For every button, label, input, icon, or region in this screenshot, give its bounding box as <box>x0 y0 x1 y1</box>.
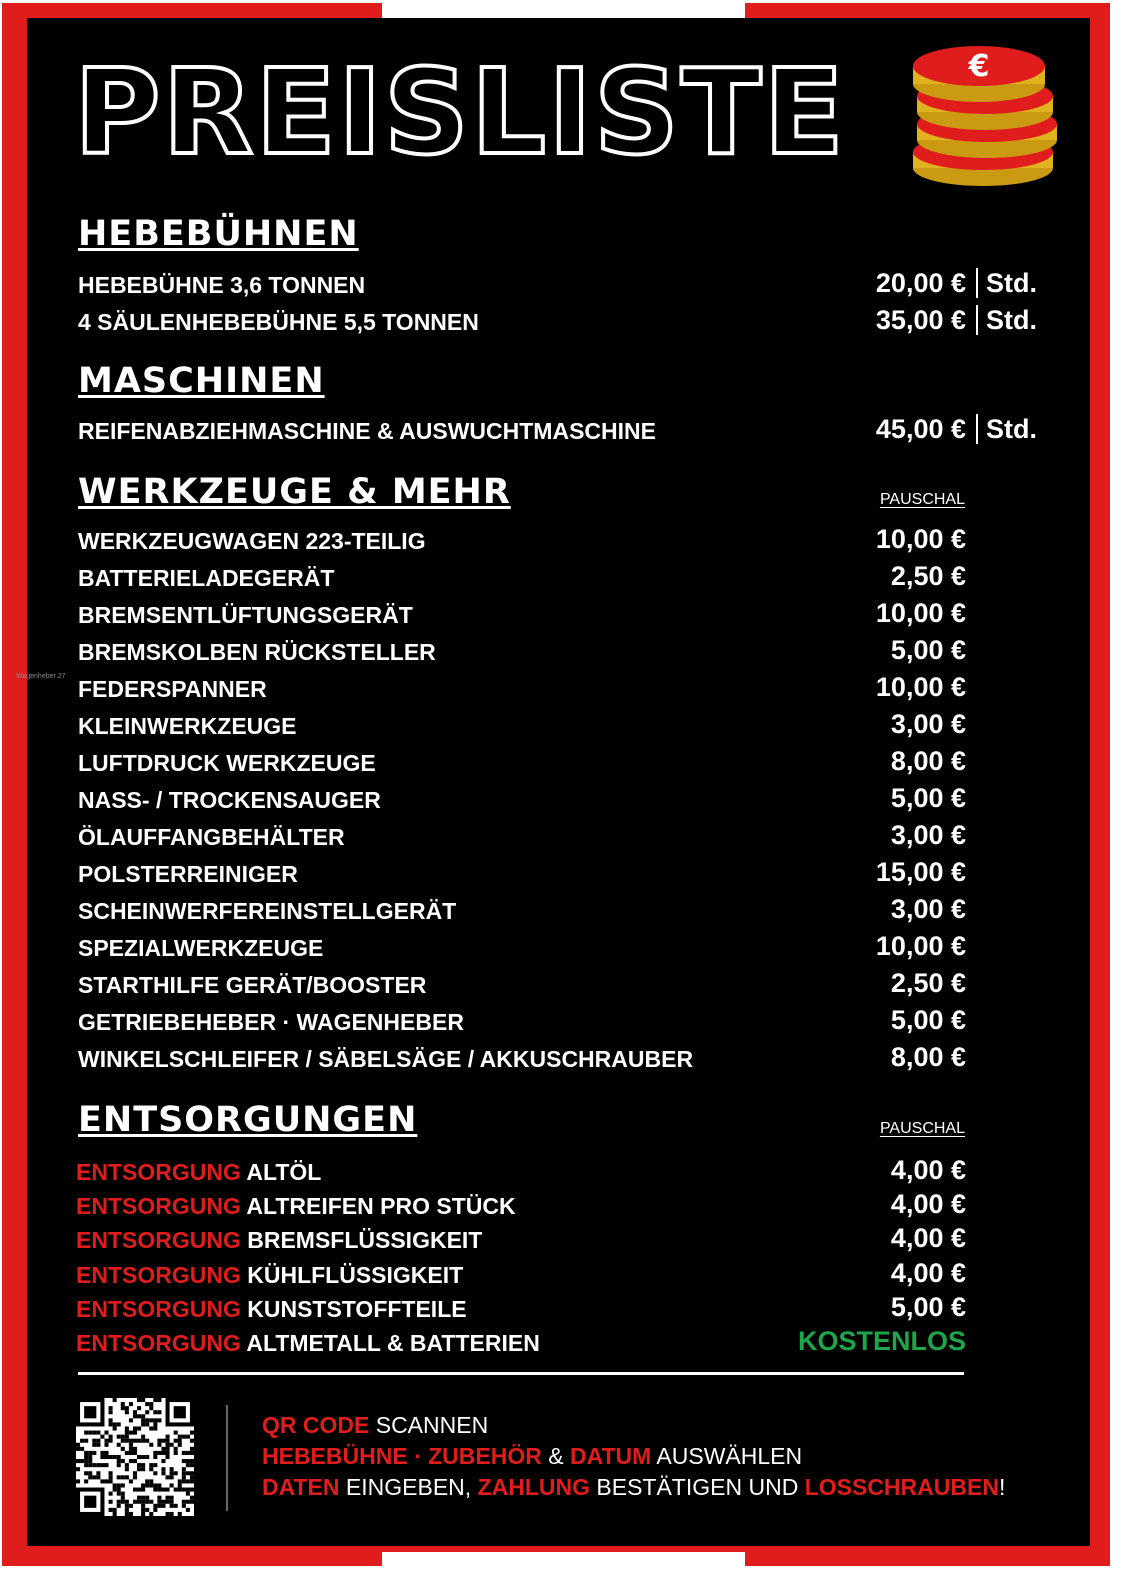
price-row <box>78 414 1038 450</box>
item-label <box>78 935 323 962</box>
item-label <box>78 750 376 777</box>
item-label <box>78 602 413 629</box>
price-row <box>78 672 1038 708</box>
item-name: BREMSFLÜSSIGKEIT <box>247 1227 483 1253</box>
instruction-highlight: DATUM <box>569 1443 652 1469</box>
price-unit: Std. <box>976 268 1037 298</box>
item-price: 2,50 € <box>890 968 966 998</box>
item-label <box>78 1046 693 1073</box>
item-label <box>78 565 334 592</box>
instruction-highlight: HEBEBÜHNE · ZUBEHÖR <box>262 1443 542 1469</box>
item-price: 20,00 € <box>875 268 966 298</box>
price-row <box>78 598 1038 634</box>
price-row <box>78 1258 1038 1294</box>
euro-coin-stack-icon <box>905 40 1065 190</box>
item-label <box>76 1193 516 1220</box>
section-title-maschinen: MASCHINEN <box>78 361 325 401</box>
item-price: 5,00 € <box>890 635 966 665</box>
item-name: STARTHILFE GERÄT/BOOSTER <box>78 972 427 998</box>
instruction-text: BESTÄTIGEN UND <box>590 1474 805 1500</box>
item-price: 4,00 € <box>890 1155 966 1185</box>
item-price: 10,00 € <box>875 931 966 961</box>
item-name: KÜHLFLÜSSIGKEIT <box>247 1262 464 1288</box>
instruction-line-1 <box>262 1412 1022 1439</box>
instruction-highlight: QR CODE <box>262 1412 370 1438</box>
item-label <box>78 418 656 445</box>
instruction-line-2 <box>262 1443 1022 1470</box>
price-row <box>78 1155 1038 1191</box>
item-price: 15,00 € <box>875 857 966 887</box>
price-row <box>78 305 1038 341</box>
item-label <box>76 1296 467 1323</box>
item-price: 10,00 € <box>875 598 966 628</box>
divider <box>78 1372 964 1375</box>
price-row <box>78 1326 1038 1362</box>
item-name: POLSTERREINIGER <box>78 861 298 887</box>
item-price: 45,00 € <box>875 414 966 444</box>
section-title-werkzeuge: WERKZEUGE & MEHR <box>78 472 511 512</box>
price-row <box>78 1292 1038 1328</box>
item-label <box>76 1227 482 1254</box>
entsorgung-prefix: ENTSORGUNG <box>76 1193 247 1219</box>
instruction-highlight: LOSSCHRAUBEN <box>804 1474 999 1500</box>
item-name: NASS- / TROCKENSAUGER <box>78 787 381 813</box>
price-row <box>78 968 1038 1004</box>
item-label <box>78 639 436 666</box>
frame-top-notch <box>382 3 745 19</box>
item-name: HEBEBÜHNE 3,6 TONNEN <box>78 272 366 298</box>
price-row <box>78 857 1038 893</box>
instruction-text: SCANNEN <box>369 1412 489 1438</box>
item-price: 10,00 € <box>875 672 966 702</box>
item-price: 3,00 € <box>890 894 966 924</box>
instruction-line-3 <box>262 1474 1022 1501</box>
price-unit: Std. <box>976 414 1037 444</box>
item-name: ÖLAUFFANGBEHÄLTER <box>78 824 345 850</box>
item-name: ALTREIFEN PRO STÜCK <box>246 1193 516 1219</box>
item-price: 3,00 € <box>890 820 966 850</box>
item-price: 4,00 € <box>890 1223 966 1253</box>
item-label <box>78 272 365 299</box>
item-label <box>78 972 426 999</box>
item-price: 5,00 € <box>890 1005 966 1035</box>
item-name: GETRIEBEHEBER · WAGENHEBER <box>78 1009 464 1035</box>
item-name: ALTÖL <box>246 1159 322 1185</box>
item-label <box>78 309 479 336</box>
section-title-entsorgungen: ENTSORGUNGEN <box>78 1100 418 1140</box>
item-name: BREMSKOLBEN RÜCKSTELLER <box>78 639 436 665</box>
item-price: 4,00 € <box>890 1258 966 1288</box>
item-label <box>76 1330 540 1357</box>
item-name: KLEINWERKZEUGE <box>78 713 297 739</box>
item-label <box>78 861 298 888</box>
price-row <box>78 561 1038 597</box>
page-title: PREISLISTE <box>74 43 847 181</box>
item-label <box>78 1009 464 1036</box>
item-label <box>76 1262 463 1289</box>
item-label <box>78 898 456 925</box>
entsorgung-prefix: ENTSORGUNG <box>76 1330 247 1356</box>
instruction-highlight: ZAHLUNG <box>477 1474 590 1500</box>
price-row <box>78 1005 1038 1041</box>
price-row <box>78 783 1038 819</box>
item-price: 2,50 € <box>890 561 966 591</box>
price-row <box>78 1042 1038 1078</box>
item-price: 8,00 € <box>890 1042 966 1072</box>
item-price: 10,00 € <box>875 524 966 554</box>
item-label <box>78 713 297 740</box>
price-row <box>78 1189 1038 1225</box>
item-name: REIFENABZIEHMASCHINE & AUSWUCHTMASCHINE <box>78 418 656 444</box>
item-name: SPEZIALWERKZEUGE <box>78 935 324 961</box>
price-row <box>78 746 1038 782</box>
item-price: 5,00 € <box>890 1292 966 1322</box>
entsorgung-prefix: ENTSORGUNG <box>76 1262 248 1288</box>
item-name: WINKELSCHLEIFER / SÄBELSÄGE / AKKUSCHRAUBER <box>78 1046 694 1072</box>
vertical-separator <box>226 1405 228 1511</box>
svg-text:€: € <box>968 49 990 84</box>
price-unit: Std. <box>976 305 1037 335</box>
price-row <box>78 931 1038 967</box>
item-name: BATTERIELADEGERÄT <box>78 565 335 591</box>
item-name: 4 SÄULENHEBEBÜHNE 5,5 TONNEN <box>78 309 479 335</box>
entsorgung-prefix: ENTSORGUNG <box>76 1159 247 1185</box>
pauschal-label-werkzeuge: PAUSCHAL <box>879 491 965 508</box>
item-price: 5,00 € <box>890 783 966 813</box>
item-name: LUFTDRUCK WERKZEUGE <box>78 750 376 776</box>
entsorgung-prefix: ENTSORGUNG <box>76 1227 248 1253</box>
item-name: BREMSENTLÜFTUNGSGERÄT <box>78 602 413 628</box>
instruction-text: EINGEBEN, <box>339 1474 478 1500</box>
instruction-text: ! <box>998 1474 1006 1500</box>
price-row <box>78 709 1038 745</box>
item-label <box>76 1159 321 1186</box>
item-price: 3,00 € <box>890 709 966 739</box>
instruction-highlight: DATEN <box>262 1474 340 1500</box>
item-name: KUNSTSTOFFTEILE <box>247 1296 467 1322</box>
item-name: FEDERSPANNER <box>78 676 267 702</box>
price-row <box>78 1223 1038 1259</box>
side-note: Wagenheber 27 <box>16 673 66 680</box>
price-row <box>78 635 1038 671</box>
instruction-text: AUSWÄHLEN <box>651 1443 803 1469</box>
item-label <box>78 787 381 814</box>
item-price: 4,00 € <box>890 1189 966 1219</box>
item-price: 8,00 € <box>890 746 966 776</box>
price-row <box>78 524 1038 560</box>
instruction-text: & <box>541 1443 570 1469</box>
item-name: WERKZEUGWAGEN 223-TEILIG <box>78 528 426 554</box>
price-row <box>78 268 1038 304</box>
price-row <box>78 894 1038 930</box>
section-title-hebebuehnen: HEBEBÜHNEN <box>78 214 359 254</box>
qr-code-icon[interactable] <box>76 1398 194 1516</box>
frame-bottom-notch <box>382 1552 745 1566</box>
item-label <box>78 824 345 851</box>
free-badge: KOSTENLOS <box>797 1326 966 1356</box>
pauschal-label-entsorgungen: PAUSCHAL <box>879 1120 965 1137</box>
item-label <box>78 528 426 555</box>
item-label <box>78 676 267 703</box>
item-name: SCHEINWERFEREINSTELLGERÄT <box>78 898 457 924</box>
item-price: 35,00 € <box>875 305 966 335</box>
price-row <box>78 820 1038 856</box>
item-name: ALTMETALL & BATTERIEN <box>246 1330 540 1356</box>
entsorgung-prefix: ENTSORGUNG <box>76 1296 248 1322</box>
